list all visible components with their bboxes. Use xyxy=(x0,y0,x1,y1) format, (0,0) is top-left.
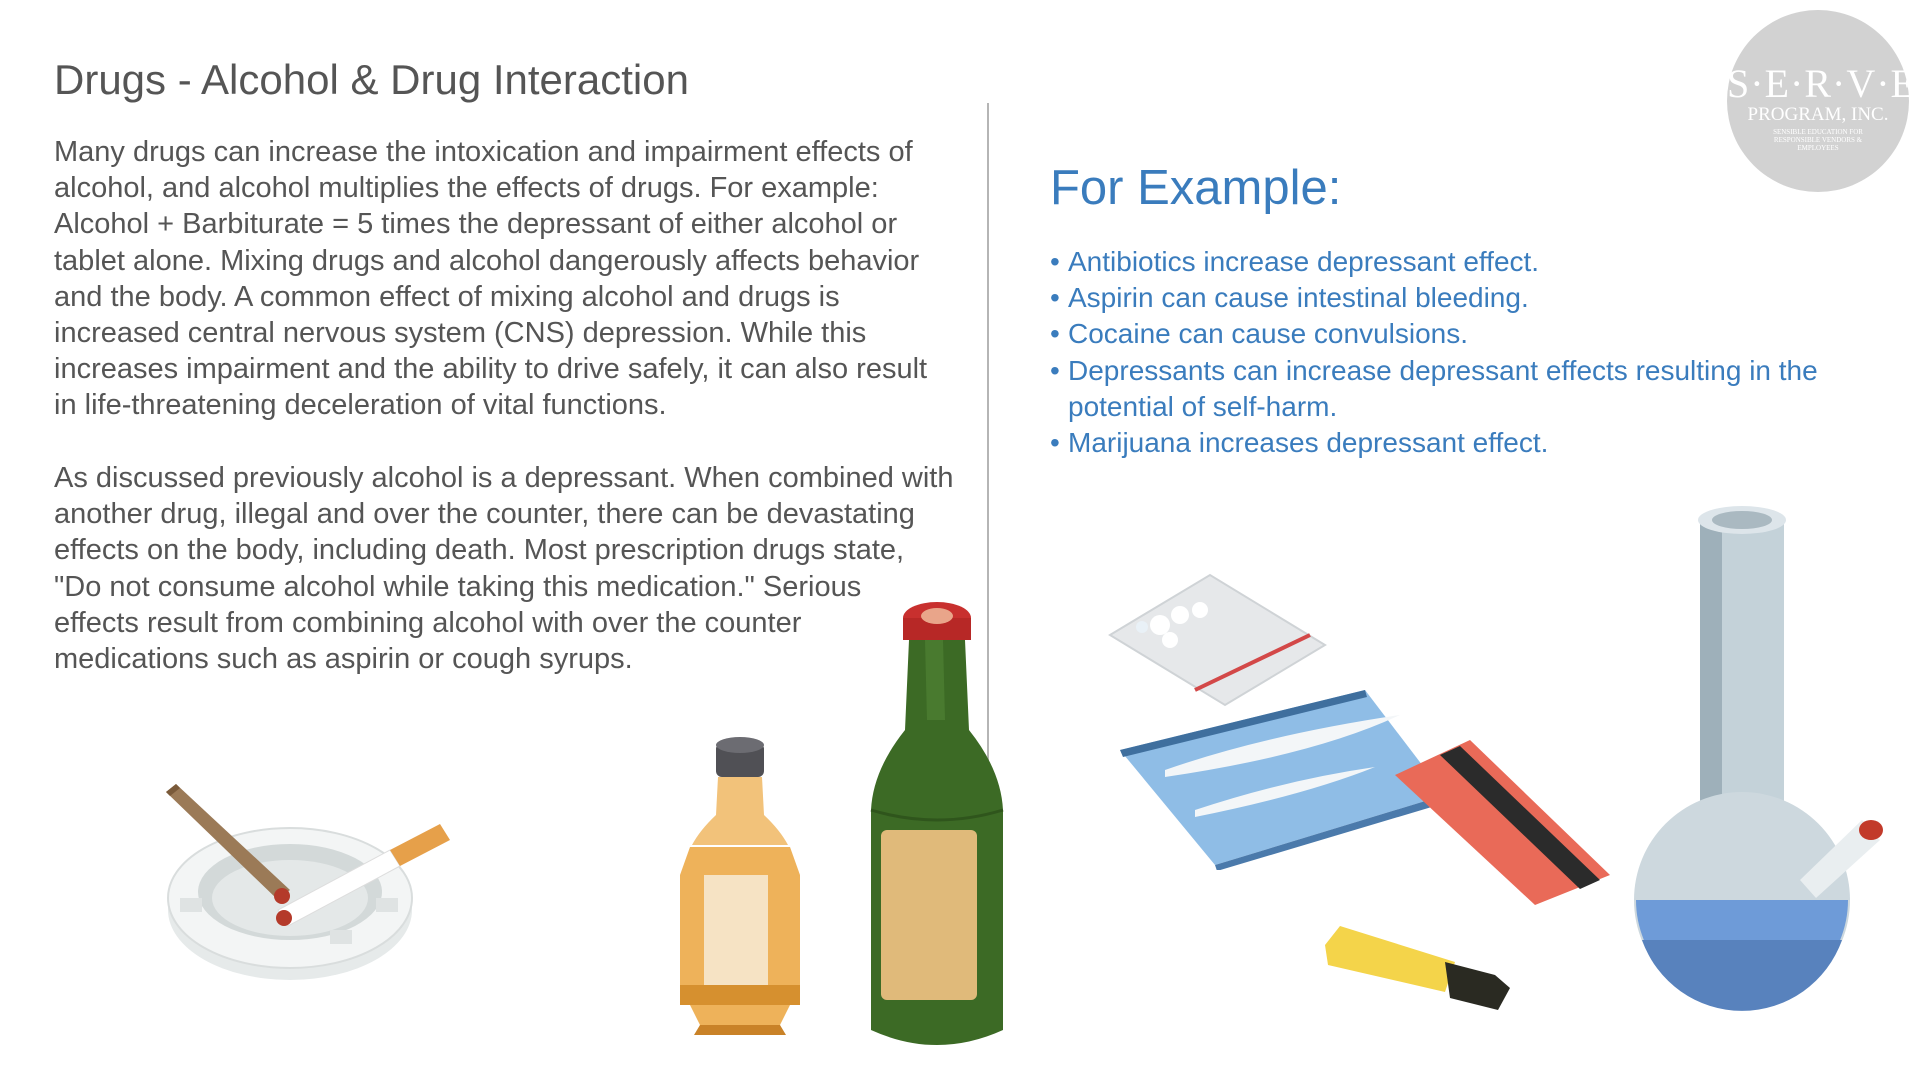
example-item xyxy=(1050,425,1830,461)
example-item xyxy=(1050,244,1830,280)
examples-heading: For Example: xyxy=(1050,161,1342,215)
bullet-icon: • xyxy=(1050,246,1060,277)
logo-name: S·E·R·V·E xyxy=(1727,61,1916,106)
bong-icon xyxy=(1630,500,1890,1020)
example-text: Antibiotics increase depressant effect. xyxy=(1068,246,1540,277)
beer-bottle-icon xyxy=(865,600,1010,1055)
cigarette-icon xyxy=(160,780,480,1000)
example-text: Aspirin can cause intestinal bleeding. xyxy=(1068,282,1529,314)
logo-tagline: SENSIBLE EDUCATION FOR RESPONSIBLE VENDORS & EMPLOYEES xyxy=(1773,128,1863,152)
example-item xyxy=(1050,353,1830,425)
bullet-icon: • xyxy=(1050,282,1060,314)
body-paragraph-1: Many drugs can increase the intoxication and impairment effects of alcohol, and alcohol multiplies the effects of drugs. For example: Alcohol + Barbiturate = 5 times the depressant of either alcohol or tablet alone. Mixing drugs and alcohol dangerously affects behavior and the body. A common effect of mixing alcohol and drugs is increased central nervous system (CNS) depression. While this increases impairment and the ability to drive safely, it can also result in life-threatening deceleration of vital functions. xyxy=(54,136,928,422)
example-text: Depressants can increase depressant effects resulting in the potential of self-harm. xyxy=(1068,354,1818,422)
logo-subtitle: PROGRAM, INC. xyxy=(1747,104,1889,125)
example-item xyxy=(1050,280,1830,316)
bullet-icon: • xyxy=(1050,427,1060,459)
example-text: Marijuana increases depressant effect. xyxy=(1068,427,1549,459)
bullet-icon: • xyxy=(1050,318,1060,350)
serve-logo xyxy=(1727,10,1916,192)
body-paragraph-2: As discussed previously alcohol is a depressant. When combined with another drug, illegal and over the counter, there can be devastating effects on the body, including death. Most prescription drugs state, "Do not consume alcohol while taking this medication." Serious effects result from combining alcohol with over the counter medications such as aspirin or cough syrups. xyxy=(54,462,954,676)
bullet-icon: • xyxy=(1050,354,1060,386)
examples-list xyxy=(1050,244,1830,461)
lighter-icon xyxy=(1320,920,1515,1015)
whiskey-bottle-icon xyxy=(660,735,820,1045)
credit-card-icon xyxy=(1385,735,1615,905)
slide-title: Drugs - Alcohol & Drug Interaction xyxy=(54,56,689,103)
example-text: Cocaine can cause convulsions. xyxy=(1068,318,1469,350)
example-item xyxy=(1050,316,1830,352)
